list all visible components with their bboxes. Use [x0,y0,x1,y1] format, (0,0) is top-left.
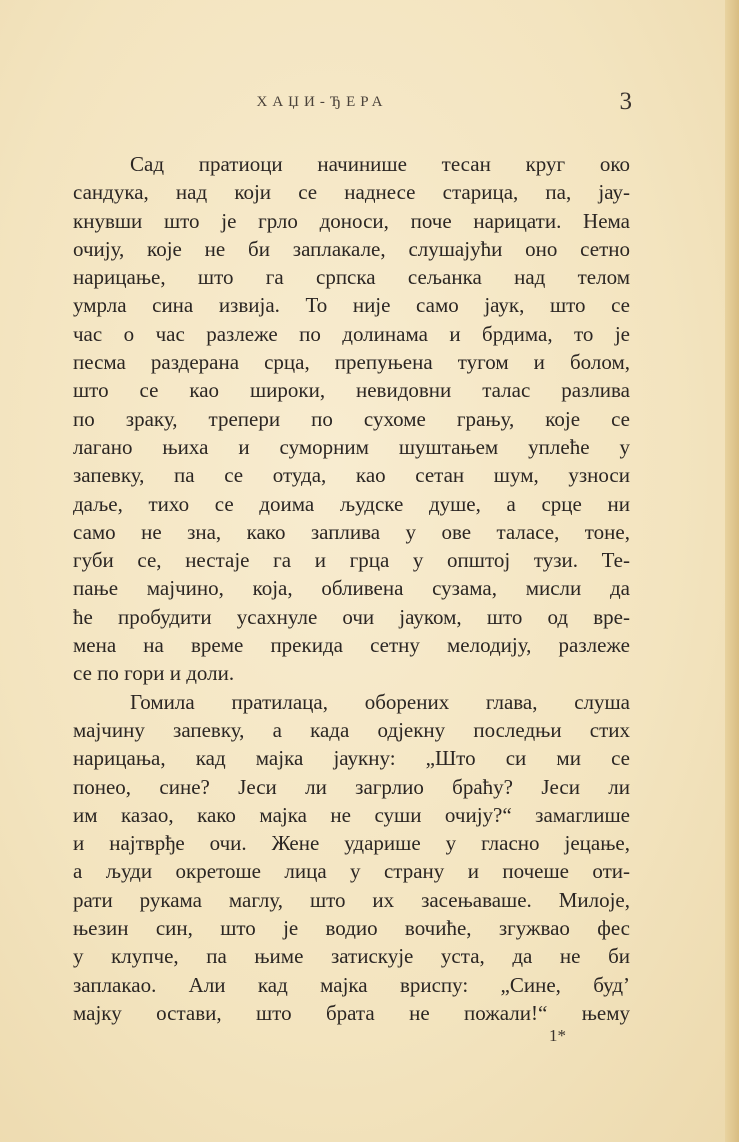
text-line: нарицање, што га српска сељанка над телом [73,265,630,290]
running-title: ХАЏИ-ЂЕРА [256,94,388,110]
text-line: а људи окретоше лица у страну и почеше оти- [73,859,630,884]
page-edge [725,0,739,1142]
text-line: се по гори и доли. [73,661,235,686]
text-line: кнувши што је грло доноси, поче нарицати. Нема [73,208,630,233]
text-line: песма раздерана срца, препуњена тугом и болом, [73,350,630,375]
text-line: заплакао. Али кад мајка вриспу: „Сине, буд’ [73,972,630,997]
text-line: губи се, нестаје га и грца у општој тузи. Те- [73,548,630,573]
text-line: час о час разлеже по долинама и брдима, то је [73,321,630,346]
text-line: умрла сина извија. То није само јаук, што се [73,293,630,318]
text-line: само не зна, како заплива у ове таласе, тоне, [73,519,630,544]
text-line: Гомила пратилаца, оборених глава, слуша [130,689,630,714]
text-line: мајку остави, што брата не пожали!“ њему [73,1000,630,1025]
text-line: очију, које не би заплакале, слушајући оно сетно [73,236,630,261]
text-line: рати рукама маглу, што их засењаваше. Милоје, [73,887,630,912]
text-line: понео, сине? Јеси ли загрлио браћу? Јеси ли [73,774,630,799]
page-header [72,88,632,122]
text-line: мена на време прекида сетну мелодију, разлеже [73,633,630,658]
text-line: што се као широки, невидовни талас разлива [73,378,630,403]
text-line: мајчину запевку, а када одјекну последњи стих [73,717,630,742]
text-line: пање мајчино, која, обливена сузама, мисли да [73,576,630,601]
page-number: 3 [619,88,632,115]
signature-mark: 1* [549,1026,566,1045]
text-line: њезин син, што је водио вочиће, згужвао фес [73,916,630,941]
body-text [73,150,630,1027]
text-line: им казао, како мајка не суши очију?“ замаглише [73,802,630,827]
text-line: даље, тихо се дoима људске душе, а срце ни [73,491,630,516]
text-line: Сад пратиоци начинише тесан круг око [130,152,630,176]
text-line: лагано њиха и суморним шуштањем уплеће у [73,434,630,459]
text-line: у клупче, па њиме затискује уста, да не би [73,944,630,969]
text-line: и најтврђе очи. Жене ударише у гласно јецање, [73,831,630,856]
text-line: сандука, над који се наднесе старица, па, јау- [73,180,630,205]
text-line: нарицања, кад мајка јаукну: „Што си ми се [73,746,630,771]
text-line: по зраку, трепери по сухоме грању, које се [73,406,630,431]
text-line: ће пробудити усахнуле очи јауком, што од вре- [73,604,630,629]
text-line: запевку, па се отуда, као сетан шум, узноси [73,463,630,488]
